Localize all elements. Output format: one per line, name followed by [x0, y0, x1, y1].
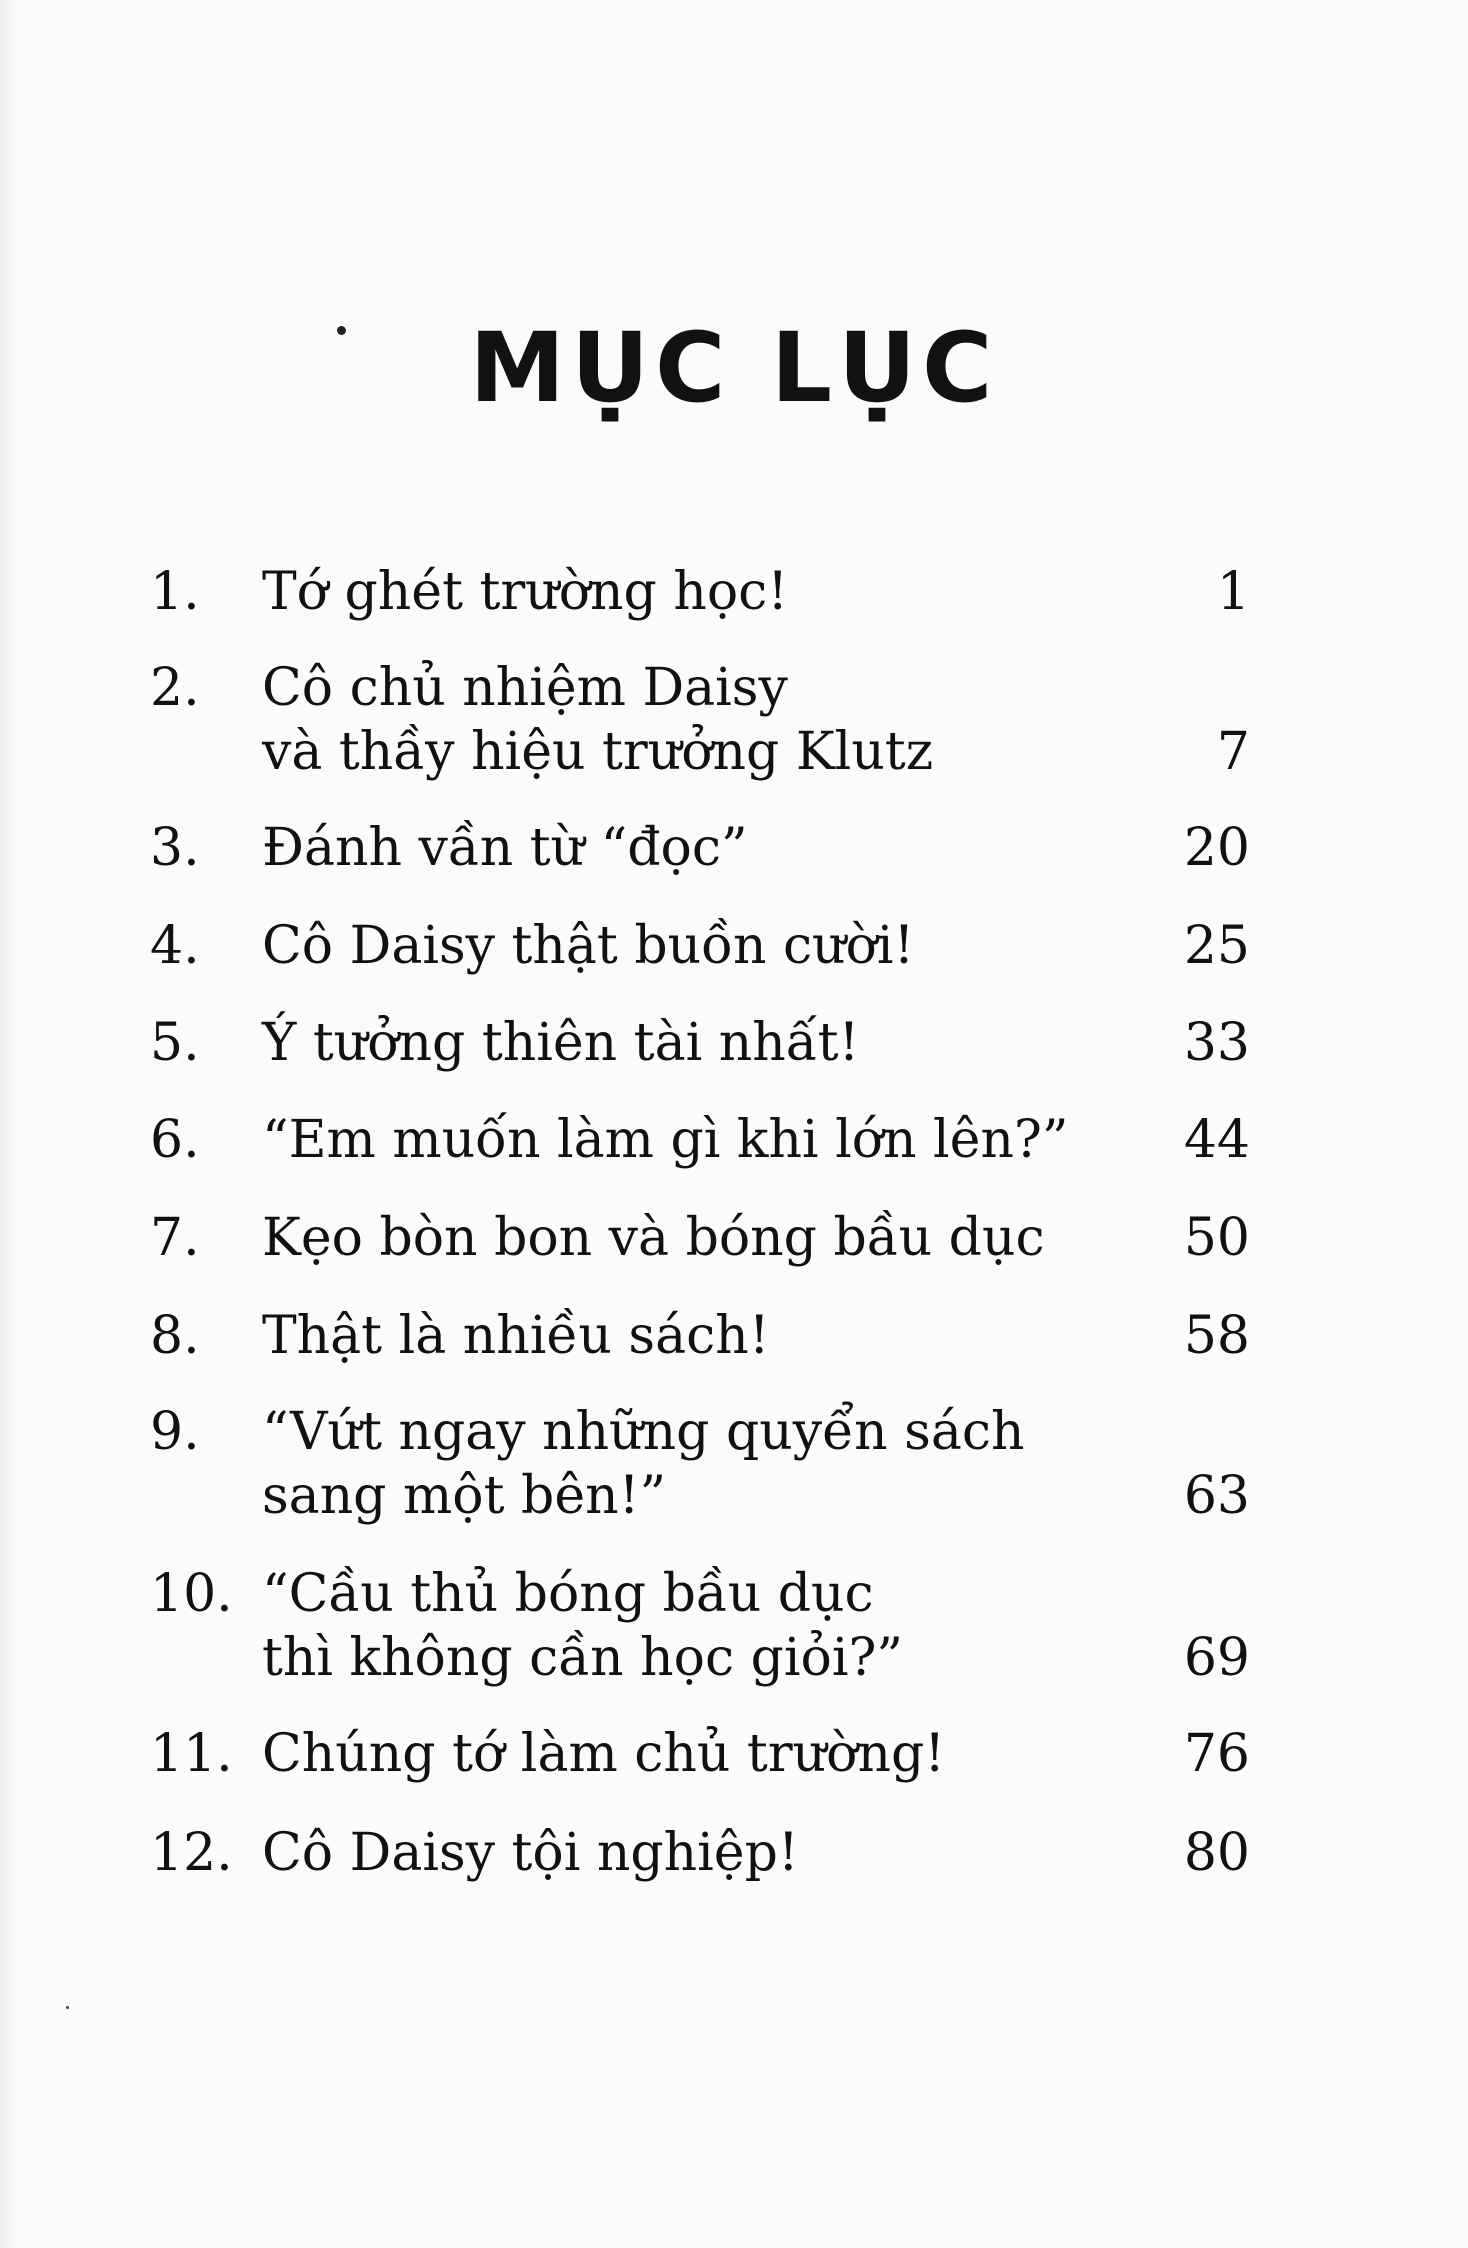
- chapter-page-number: 76: [1183, 1724, 1250, 1784]
- chapter-title-line: Kẹo bòn bon và bóng bầu dục: [262, 1208, 1045, 1268]
- chapter-title-line: Ý tưởng thiên tài nhất!: [262, 1013, 860, 1073]
- page-title: MỤC LỤC: [469, 312, 999, 424]
- chapter-title: [262, 1206, 1112, 1270]
- chapter-title-line: sang một bên!”: [262, 1466, 667, 1526]
- chapter-page-number: 25: [1183, 916, 1250, 976]
- chapter-number: 12.: [150, 1823, 233, 1883]
- chapter-number: 4.: [150, 916, 200, 976]
- chapter-page-number: 63: [1183, 1466, 1250, 1526]
- chapter-title: [262, 1400, 1112, 1528]
- chapter-page-number: 1: [1216, 562, 1250, 622]
- chapter-title-line: Đánh vần từ “đọc”: [262, 818, 748, 878]
- chapter-number: 1.: [150, 562, 200, 622]
- chapter-number: 9.: [150, 1402, 200, 1462]
- chapter-page-number: 33: [1183, 1013, 1250, 1073]
- chapter-title: [262, 1304, 1112, 1368]
- chapter-number: 5.: [150, 1013, 200, 1073]
- chapter-title: [262, 1562, 1112, 1690]
- chapter-title-line: và thầy hiệu trưởng Klutz: [262, 722, 934, 782]
- chapter-title: [262, 1108, 1112, 1172]
- chapter-title: [262, 1011, 1112, 1075]
- chapter-number: 3.: [150, 818, 200, 878]
- chapter-title-line: “Cầu thủ bóng bầu dục: [262, 1564, 874, 1624]
- chapter-title: [262, 1821, 1112, 1885]
- chapter-title: [262, 656, 1112, 784]
- chapter-title-line: Cô chủ nhiệm Daisy: [262, 658, 788, 718]
- chapter-title-line: “Vứt ngay những quyển sách: [262, 1402, 1025, 1462]
- chapter-title-line: Cô Daisy tội nghiệp!: [262, 1823, 799, 1883]
- chapter-page-number: 7: [1216, 722, 1250, 782]
- chapter-number: 6.: [150, 1110, 200, 1170]
- chapter-title: [262, 914, 1112, 978]
- chapter-number: 10.: [150, 1564, 233, 1624]
- chapter-page-number: 44: [1183, 1110, 1250, 1170]
- chapter-page-number: 58: [1183, 1306, 1250, 1366]
- chapter-number: 7.: [150, 1208, 200, 1268]
- chapter-page-number: 50: [1183, 1208, 1250, 1268]
- chapter-page-number: 80: [1183, 1823, 1250, 1883]
- chapter-title: [262, 560, 1112, 624]
- chapter-title-line: Chúng tớ làm chủ trường!: [262, 1724, 946, 1784]
- chapter-title-line: Cô Daisy thật buồn cười!: [262, 916, 915, 976]
- chapter-number: 11.: [150, 1724, 233, 1784]
- chapter-page-number: 69: [1183, 1628, 1250, 1688]
- chapter-number: 2.: [150, 658, 200, 718]
- chapter-page-number: 20: [1183, 818, 1250, 878]
- chapter-title: [262, 816, 1112, 880]
- chapter-title-line: Thật là nhiều sách!: [262, 1306, 770, 1366]
- chapter-title: [262, 1722, 1112, 1786]
- chapter-title-line: “Em muốn làm gì khi lớn lên?”: [262, 1110, 1069, 1170]
- chapter-number: 8.: [150, 1306, 200, 1366]
- chapter-title-line: thì không cần học giỏi?”: [262, 1628, 903, 1688]
- chapter-title-line: Tớ ghét trường học!: [262, 562, 789, 622]
